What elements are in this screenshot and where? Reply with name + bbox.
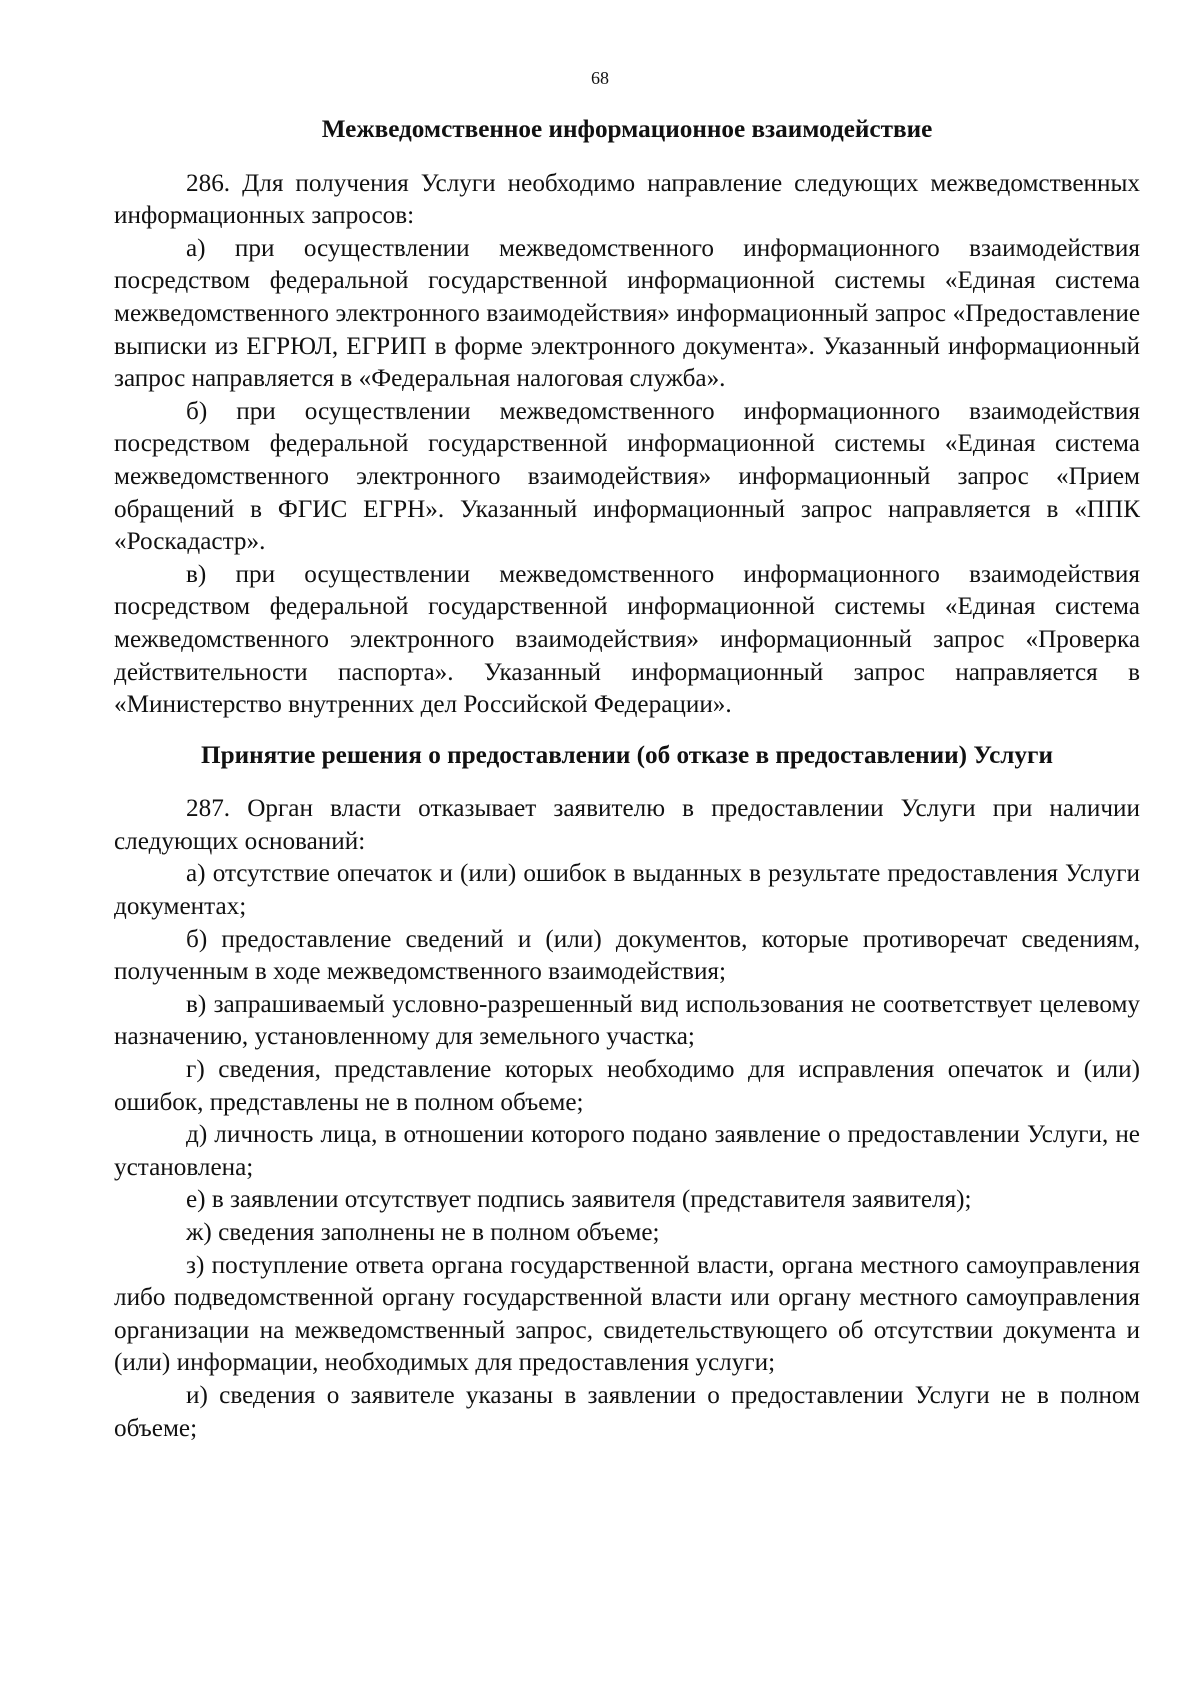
list-item-zh: ж) сведения заполнены не в полном объеме; (186, 1219, 660, 1246)
list-item-a: а) отсутствие опечаток и (или) ошибок в выданных в результате предоставления Услуги документах; (114, 860, 1140, 921)
list-item-i: и) сведения о заявителе указаны в заявлении о предоставлении Услуги не в полном объеме; (114, 1381, 1140, 1442)
section-heading-interagency: Межведомственное информационное взаимодействие (321, 116, 933, 143)
list-item-a: а) при осуществлении межведомственного информационного взаимодействия посредством федеральной государственной информационной системы «Единая система межведомственного электронного взаимодействия» информационный запрос «Предоставление выписки из ЕГРЮЛ, ЕГРИП в форме электронного документа». Указанный информационный запрос направляется в «Федеральная налоговая служба». (114, 234, 1140, 393)
list-item-v: в) при осуществлении межведомственного информационного взаимодействия посредством федеральной государственной информационной системы «Единая система межведомственного электронного взаимодействия» информационный запрос «Проверка действительности паспорта». Указанный информационный запрос направляется в «Министерство внутренних дел Российской Федерации». (114, 560, 1140, 719)
list-item-v: в) запрашиваемый условно-разрешенный вид использования не соответствует целевому назначению, установленному для земельного участка; (114, 990, 1140, 1051)
list-item-g: г) сведения, представление которых необходимо для исправления опечаток и (или) ошибок, представлены не в полном объеме; (114, 1056, 1140, 1116)
section-heading-decision: Принятие решения о предоставлении (об отказе в предоставлении) Услуги (201, 741, 1053, 769)
page-number: 68 (591, 68, 609, 88)
list-item-d: д) личность лица, в отношении которого подано заявление о предоставлении Услуги, не установлена; (114, 1121, 1140, 1181)
document-body (114, 114, 1140, 1445)
list-item-b: б) при осуществлении межведомственного информационного взаимодействия посредством федеральной государственной информационной системы «Единая система межведомственного электронного взаимодействия» информационный запрос «Прием обращений в ФГИС ЕГРН». Указанный информационный запрос направляется в «ППК «Роскадастр». (114, 397, 1140, 556)
list-item-e: е) в заявлении отсутствует подпись заявителя (представителя заявителя); (186, 1186, 972, 1214)
paragraph-287: 287. Орган власти отказывает заявителю в предоставлении Услуги при наличии следующих оснований: (114, 795, 1140, 855)
list-item-z: з) поступление ответа органа государственной власти, органа местного самоуправления либо подведомственной органу государственной власти или органу местного самоуправления организации на межведомственный запрос, свидетельствующего об отсутствии документа и (или) информации, необходимых для предоставления услуги; (114, 1251, 1140, 1377)
paragraph-286: 286. Для получения Услуги необходимо направление следующих межведомственных информационных запросов: (114, 169, 1140, 230)
list-item-b: б) предоставление сведений и (или) документов, которые противоречат сведениям, полученным в ходе межведомственного взаимодействия; (114, 925, 1140, 986)
